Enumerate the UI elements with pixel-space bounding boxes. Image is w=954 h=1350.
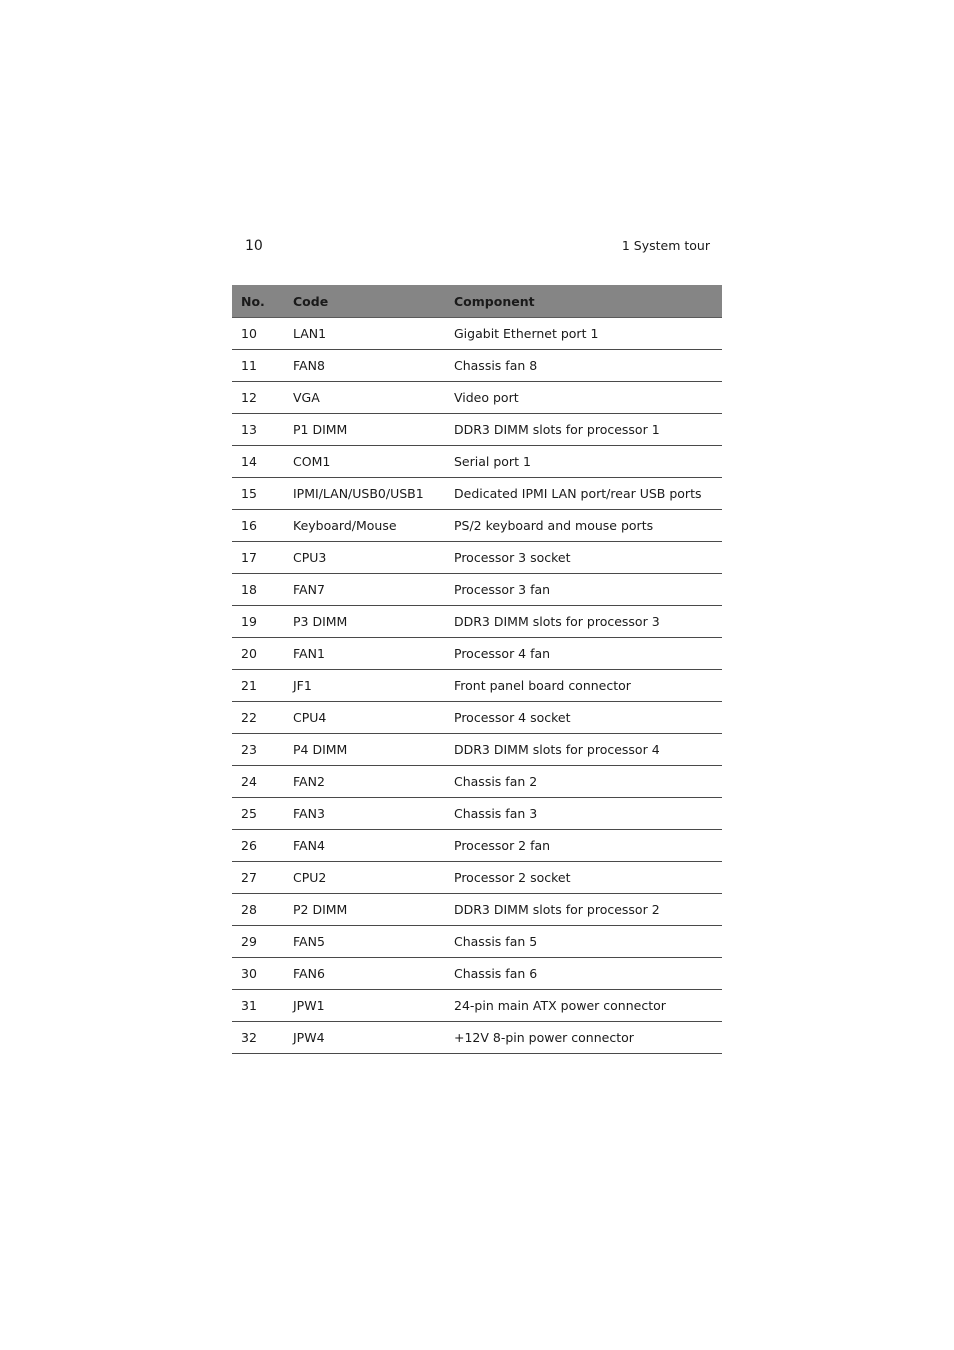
- table-row: [232, 606, 722, 638]
- cell-code: CPU3: [284, 542, 445, 574]
- cell-no: 17: [232, 542, 284, 574]
- cell-code: FAN7: [284, 574, 445, 606]
- cell-no: 18: [232, 574, 284, 606]
- cell-code: LAN1: [284, 318, 445, 350]
- cell-component: DDR3 DIMM slots for processor 4: [445, 734, 722, 766]
- cell-no: 29: [232, 926, 284, 958]
- cell-no: 25: [232, 798, 284, 830]
- table-row: [232, 798, 722, 830]
- table-row: [232, 1022, 722, 1054]
- cell-code: FAN1: [284, 638, 445, 670]
- cell-component: Dedicated IPMI LAN port/rear USB ports: [445, 478, 722, 510]
- cell-no: 21: [232, 670, 284, 702]
- cell-no: 32: [232, 1022, 284, 1054]
- cell-code: JF1: [284, 670, 445, 702]
- cell-component: DDR3 DIMM slots for processor 1: [445, 414, 722, 446]
- cell-component: Processor 3 socket: [445, 542, 722, 574]
- table-row: [232, 318, 722, 350]
- cell-code: CPU4: [284, 702, 445, 734]
- cell-component: DDR3 DIMM slots for processor 2: [445, 894, 722, 926]
- chapter-title: 1 System tour: [621, 238, 710, 253]
- table-row: [232, 446, 722, 478]
- cell-component: Chassis fan 8: [445, 350, 722, 382]
- cell-code: FAN6: [284, 958, 445, 990]
- table-row: [232, 542, 722, 574]
- table-row: [232, 702, 722, 734]
- cell-no: 11: [232, 350, 284, 382]
- cell-code: FAN4: [284, 830, 445, 862]
- table-body: [232, 318, 722, 1054]
- cell-code: FAN8: [284, 350, 445, 382]
- cell-code: P3 DIMM: [284, 606, 445, 638]
- cell-code: CPU2: [284, 862, 445, 894]
- column-header-component: Component: [445, 285, 722, 318]
- cell-code: P2 DIMM: [284, 894, 445, 926]
- cell-component: 24-pin main ATX power connector: [445, 990, 722, 1022]
- cell-code: FAN5: [284, 926, 445, 958]
- cell-no: 24: [232, 766, 284, 798]
- cell-code: P1 DIMM: [284, 414, 445, 446]
- cell-no: 10: [232, 318, 284, 350]
- table-row: [232, 830, 722, 862]
- cell-component: +12V 8-pin power connector: [445, 1022, 722, 1054]
- cell-component: Processor 2 socket: [445, 862, 722, 894]
- cell-component: Chassis fan 2: [445, 766, 722, 798]
- page-number: 10: [245, 238, 263, 254]
- cell-code: JPW1: [284, 990, 445, 1022]
- table-row: [232, 510, 722, 542]
- cell-no: 31: [232, 990, 284, 1022]
- cell-component: Video port: [445, 382, 722, 414]
- column-header-code: Code: [284, 285, 445, 318]
- table-row: [232, 414, 722, 446]
- cell-code: Keyboard/Mouse: [284, 510, 445, 542]
- cell-component: Front panel board connector: [445, 670, 722, 702]
- cell-code: COM1: [284, 446, 445, 478]
- cell-component: Chassis fan 6: [445, 958, 722, 990]
- cell-no: 19: [232, 606, 284, 638]
- cell-component: DDR3 DIMM slots for processor 3: [445, 606, 722, 638]
- cell-code: FAN3: [284, 798, 445, 830]
- column-header-no: No.: [232, 285, 284, 318]
- cell-component: Serial port 1: [445, 446, 722, 478]
- table-row: [232, 894, 722, 926]
- cell-no: 20: [232, 638, 284, 670]
- cell-component: Chassis fan 5: [445, 926, 722, 958]
- cell-component: PS/2 keyboard and mouse ports: [445, 510, 722, 542]
- table-row: [232, 670, 722, 702]
- table-row: [232, 638, 722, 670]
- cell-component: Chassis fan 3: [445, 798, 722, 830]
- cell-code: P4 DIMM: [284, 734, 445, 766]
- cell-no: 12: [232, 382, 284, 414]
- cell-component: Processor 3 fan: [445, 574, 722, 606]
- cell-component: Processor 2 fan: [445, 830, 722, 862]
- cell-no: 23: [232, 734, 284, 766]
- cell-no: 13: [232, 414, 284, 446]
- cell-component: Processor 4 socket: [445, 702, 722, 734]
- table-row: [232, 734, 722, 766]
- table-header: [232, 285, 722, 318]
- cell-no: 28: [232, 894, 284, 926]
- table-row: [232, 926, 722, 958]
- table-row: [232, 958, 722, 990]
- components-table: [232, 285, 722, 1054]
- cell-component: Processor 4 fan: [445, 638, 722, 670]
- cell-code: IPMI/LAN/USB0/USB1: [284, 478, 445, 510]
- cell-code: FAN2: [284, 766, 445, 798]
- cell-no: 26: [232, 830, 284, 862]
- table-row: [232, 350, 722, 382]
- table-row: [232, 382, 722, 414]
- table-row: [232, 574, 722, 606]
- table-header-row: [232, 285, 722, 318]
- cell-no: 30: [232, 958, 284, 990]
- cell-no: 27: [232, 862, 284, 894]
- table-row: [232, 862, 722, 894]
- cell-no: 16: [232, 510, 284, 542]
- cell-no: 15: [232, 478, 284, 510]
- table-row: [232, 990, 722, 1022]
- cell-no: 22: [232, 702, 284, 734]
- cell-component: Gigabit Ethernet port 1: [445, 318, 722, 350]
- cell-no: 14: [232, 446, 284, 478]
- table-row: [232, 478, 722, 510]
- cell-code: VGA: [284, 382, 445, 414]
- cell-code: JPW4: [284, 1022, 445, 1054]
- table-row: [232, 766, 722, 798]
